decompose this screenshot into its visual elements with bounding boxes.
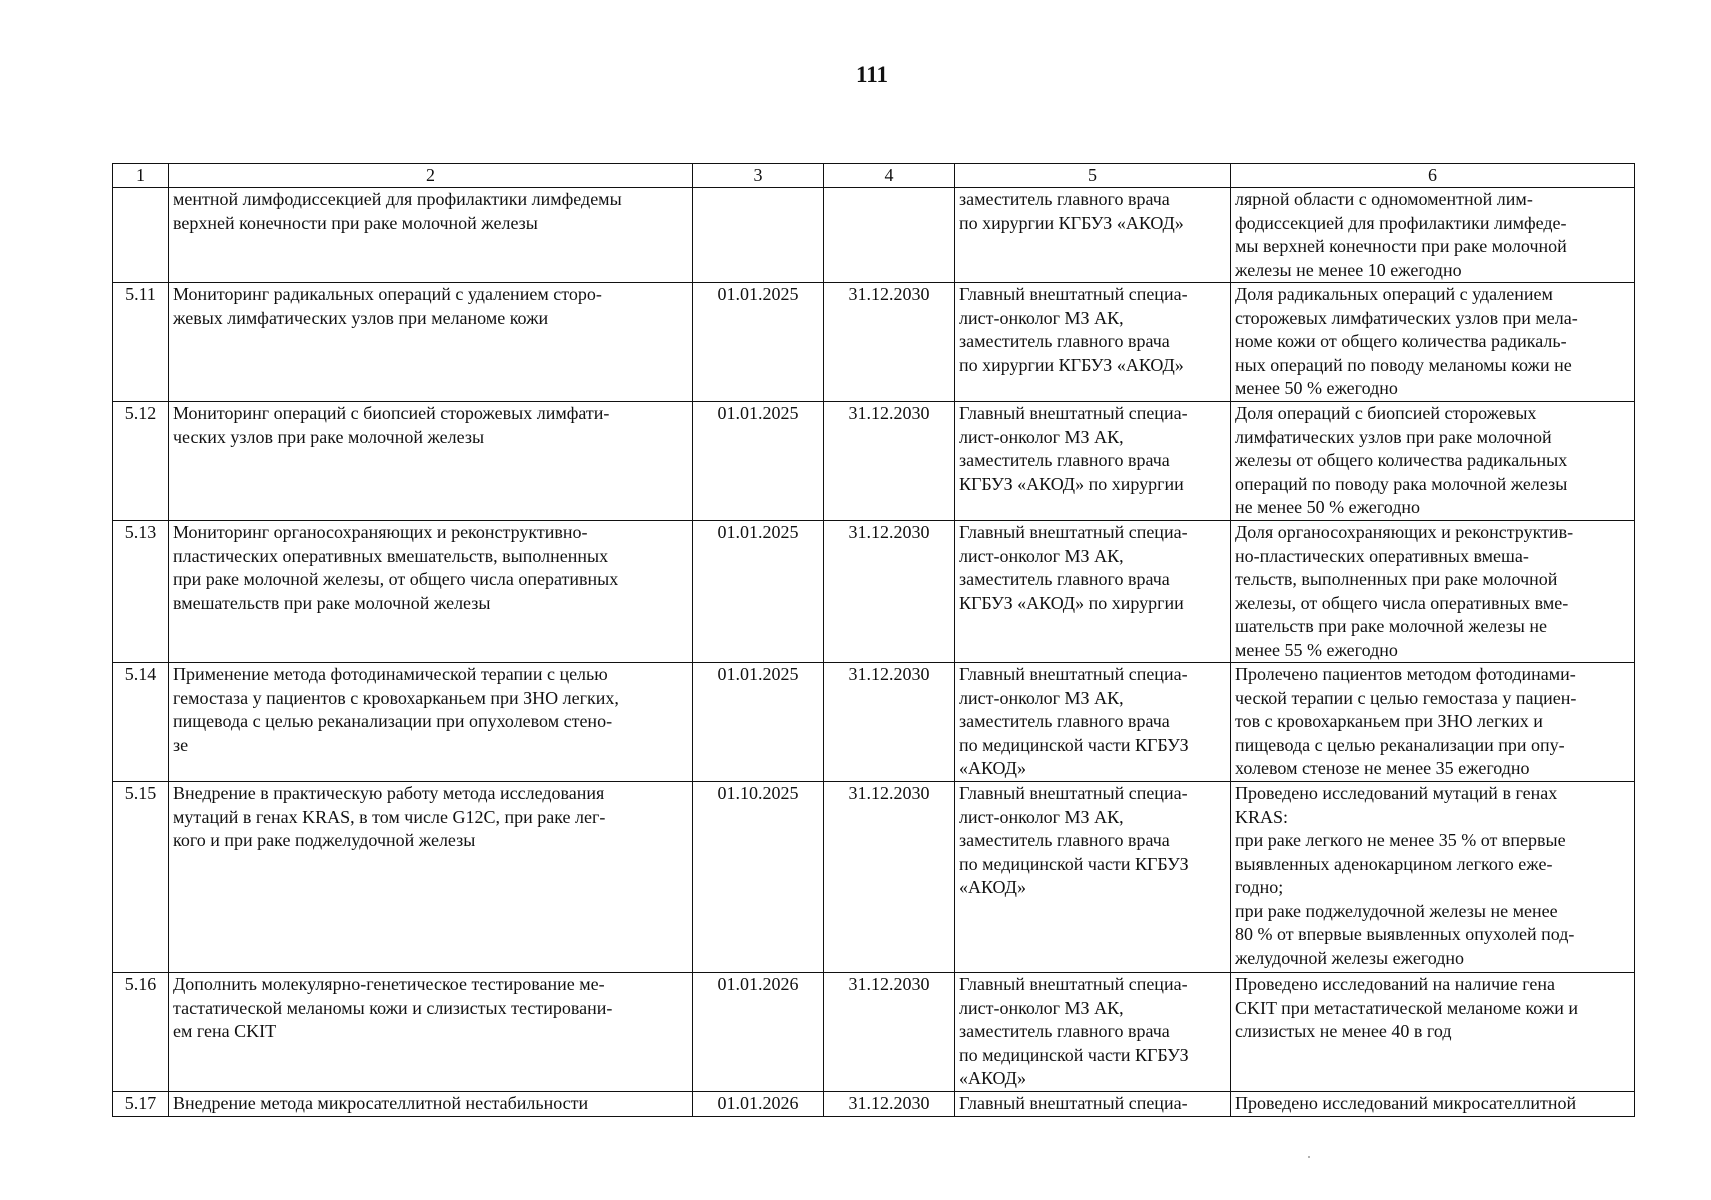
cell-text-line: «АКОД» xyxy=(959,877,1026,897)
cell-text-line: железы от общего количества радикальных xyxy=(1235,450,1568,470)
cell-text-line: не менее 50 % ежегодно xyxy=(1235,497,1420,517)
cell-text-line: по хирургии КГБУЗ «АКОД» xyxy=(959,354,1184,375)
cell-text-line: по хирургии КГБУЗ «АКОД» xyxy=(959,212,1184,233)
cell-text-line: KRAS: xyxy=(1235,806,1289,827)
cell-text-line: но-пластических оперативных вмеша- xyxy=(1235,545,1529,566)
measure-description-cell xyxy=(169,973,693,1092)
indicator-cell xyxy=(1231,283,1635,402)
cell-text-line: Главный внештатный специа- xyxy=(959,1093,1188,1113)
cell-text-line: заместитель главного врача xyxy=(959,331,1170,351)
end-date-cell: 31.12.2030 xyxy=(824,782,955,973)
start-date-cell: 01.10.2025 xyxy=(693,782,824,973)
end-date-cell: 31.12.2030 xyxy=(824,402,955,521)
row-number-cell: 5.14 xyxy=(113,663,169,782)
table-row xyxy=(113,1092,1635,1117)
column-header: 1 xyxy=(113,164,169,188)
start-date-cell: 01.01.2025 xyxy=(693,402,824,521)
start-date-cell: 01.01.2026 xyxy=(693,973,824,1092)
cell-text-line: при раке легкого не менее 35 % от впервые xyxy=(1235,830,1566,850)
responsible-cell xyxy=(955,283,1231,402)
cell-text-line: операций по поводу рака молочной железы xyxy=(1235,473,1568,494)
cell-text-line: менее 55 % ежегодно xyxy=(1235,639,1398,660)
cell-text-line: пищевода с целью реканализации при опухолевом стено- xyxy=(173,711,613,731)
table-body xyxy=(113,188,1635,1117)
cell-text-line: номе кожи от общего количества радикаль- xyxy=(1235,331,1567,351)
measures-table xyxy=(112,163,1635,1117)
row-number-cell xyxy=(113,188,169,283)
cell-text-line: Главный внештатный специа- xyxy=(959,403,1188,423)
cell-text-line: железы, от общего числа оперативных вме- xyxy=(1235,592,1569,613)
end-date-cell: 31.12.2030 xyxy=(824,663,955,782)
row-number-cell: 5.11 xyxy=(113,283,169,402)
start-date-cell: 01.01.2025 xyxy=(693,521,824,663)
column-header: 2 xyxy=(169,164,693,188)
responsible-cell xyxy=(955,663,1231,782)
responsible-cell xyxy=(955,402,1231,521)
cell-text-line: ем гена CKIT xyxy=(173,1021,277,1041)
cell-text-line: кого и при раке поджелудочной железы xyxy=(173,830,476,850)
cell-text-line: лист-онколог МЗ АК, xyxy=(959,806,1124,827)
cell-text-line: Доля радикальных операций с удалением xyxy=(1235,284,1553,304)
cell-text-line: тастатической меланомы кожи и слизистых тестировани- xyxy=(173,997,613,1018)
cell-text-line: слизистых не менее 40 в год xyxy=(1235,1021,1452,1041)
table-row xyxy=(113,283,1635,402)
cell-text-line: ческой терапии с целью гемостаза у пациен- xyxy=(1235,687,1577,708)
cell-text-line: Главный внештатный специа- xyxy=(959,664,1188,684)
cell-text-line: Доля органосохраняющих и реконструктив- xyxy=(1235,522,1574,542)
cell-text-line: по медицинской части КГБУЗ xyxy=(959,734,1189,755)
cell-text-line: по медицинской части КГБУЗ xyxy=(959,1044,1189,1065)
measure-description-cell xyxy=(169,663,693,782)
cell-text-line: Проведено исследований микросателлитной xyxy=(1235,1093,1577,1113)
cell-text-line: 80 % от впервые выявленных опухолей под- xyxy=(1235,924,1575,944)
measure-description-cell xyxy=(169,521,693,663)
responsible-cell xyxy=(955,782,1231,973)
cell-text-line: заместитель главного врача xyxy=(959,1021,1170,1041)
cell-text-line: заместитель главного врача xyxy=(959,569,1170,589)
cell-text-line: Мониторинг операций с биопсией сторожевых лимфати- xyxy=(173,403,610,423)
end-date-cell: 31.12.2030 xyxy=(824,283,955,402)
responsible-cell xyxy=(955,188,1231,283)
cell-text-line: фодиссекцией для профилактики лимфеде- xyxy=(1235,212,1567,233)
cell-text-line: Применение метода фотодинамической терапии с целью xyxy=(173,664,608,684)
row-number-cell: 5.12 xyxy=(113,402,169,521)
cell-text-line: Мониторинг радикальных операций с удалением сторо- xyxy=(173,284,602,304)
cell-text-line: Проведено исследований на наличие гена xyxy=(1235,974,1556,994)
column-header: 4 xyxy=(824,164,955,188)
cell-text-line: Проведено исследований мутаций в генах xyxy=(1235,783,1558,803)
cell-text-line: Мониторинг органосохраняющих и реконструктивно- xyxy=(173,522,588,542)
end-date-cell: 31.12.2030 xyxy=(824,1092,955,1117)
table-row xyxy=(113,402,1635,521)
measure-description-cell xyxy=(169,1092,693,1117)
indicator-cell xyxy=(1231,1092,1635,1117)
column-header: 6 xyxy=(1231,164,1635,188)
start-date-cell: 01.01.2025 xyxy=(693,283,824,402)
column-header: 5 xyxy=(955,164,1231,188)
cell-text-line: заместитель главного врача xyxy=(959,189,1170,209)
cell-text-line: зе xyxy=(173,734,189,755)
cell-text-line: по медицинской части КГБУЗ xyxy=(959,853,1189,874)
cell-text-line: гемостаза у пациентов с кровохарканьем при ЗНО легких, xyxy=(173,687,619,708)
column-header: 3 xyxy=(693,164,824,188)
measure-description-cell xyxy=(169,402,693,521)
cell-text-line: годно; xyxy=(1235,877,1284,897)
end-date-cell: 31.12.2030 xyxy=(824,521,955,663)
indicator-cell xyxy=(1231,782,1635,973)
table-row xyxy=(113,188,1635,283)
cell-text-line: сторожевых лимфатических узлов при мела- xyxy=(1235,307,1578,328)
cell-text-line: Внедрение в практическую работу метода исследования xyxy=(173,783,605,803)
cell-text-line: лист-онколог МЗ АК, xyxy=(959,545,1124,566)
cell-text-line: шательств при раке молочной железы не xyxy=(1235,616,1548,636)
cell-text-line: Главный внештатный специа- xyxy=(959,783,1188,803)
end-date-cell: 31.12.2030 xyxy=(824,973,955,1092)
cell-text-line: тов с кровохарканьем при ЗНО легких и xyxy=(1235,711,1543,731)
cell-text-line: Пролечено пациентов методом фотодинами- xyxy=(1235,664,1576,684)
cell-text-line: КГБУЗ «АКОД» по хирургии xyxy=(959,592,1184,613)
start-date-cell xyxy=(693,188,824,283)
cell-text-line: Доля операций с биопсией сторожевых xyxy=(1235,403,1537,423)
cell-text-line: лист-онколог МЗ АК, xyxy=(959,687,1124,708)
cell-text-line: пластических оперативных вмешательств, выполненных xyxy=(173,545,609,566)
measure-description-cell xyxy=(169,283,693,402)
cell-text-line: лярной области с одномоментной лим- xyxy=(1235,189,1533,209)
cell-text-line: тельств, выполненных при раке молочной xyxy=(1235,569,1558,589)
start-date-cell: 01.01.2025 xyxy=(693,663,824,782)
cell-text-line: лист-онколог МЗ АК, xyxy=(959,997,1124,1018)
table-row xyxy=(113,782,1635,973)
measure-description-cell xyxy=(169,188,693,283)
row-number-cell: 5.16 xyxy=(113,973,169,1092)
indicator-cell xyxy=(1231,188,1635,283)
table-row xyxy=(113,663,1635,782)
cell-text-line: железы не менее 10 ежегодно xyxy=(1235,259,1462,280)
responsible-cell xyxy=(955,521,1231,663)
cell-text-line: при раке молочной железы, от общего числа оперативных xyxy=(173,569,619,589)
cell-text-line: менее 50 % ежегодно xyxy=(1235,378,1398,398)
cell-text-line: Главный внештатный специа- xyxy=(959,974,1188,994)
cell-text-line: заместитель главного врача xyxy=(959,450,1170,470)
cell-text-line: желудочной железы ежегодно xyxy=(1235,947,1465,968)
cell-text-line: Дополнить молекулярно-генетическое тестирование ме- xyxy=(173,974,605,994)
responsible-cell xyxy=(955,1092,1231,1117)
cell-text-line: КГБУЗ «АКОД» по хирургии xyxy=(959,473,1184,494)
cell-text-line: ческих узлов при раке молочной железы xyxy=(173,426,485,447)
cell-text-line: Главный внештатный специа- xyxy=(959,284,1188,304)
cell-text-line: Главный внештатный специа- xyxy=(959,522,1188,542)
row-number-cell: 5.13 xyxy=(113,521,169,663)
responsible-cell xyxy=(955,973,1231,1092)
row-number-cell: 5.15 xyxy=(113,782,169,973)
start-date-cell: 01.01.2026 xyxy=(693,1092,824,1117)
cell-text-line: мы верхней конечности при раке молочной xyxy=(1235,236,1567,256)
scan-speck xyxy=(1308,1156,1310,1158)
page-number: 111 xyxy=(856,62,888,87)
cell-text-line: верхней конечности при раке молочной железы xyxy=(173,212,538,233)
cell-text-line: ных операций по поводу меланомы кожи не xyxy=(1235,354,1572,375)
cell-text-line: ментной лимфодиссекцией для профилактики лимфедемы xyxy=(173,189,622,209)
cell-text-line: заместитель главного врача xyxy=(959,830,1170,850)
row-number-cell: 5.17 xyxy=(113,1092,169,1117)
end-date-cell xyxy=(824,188,955,283)
indicator-cell xyxy=(1231,663,1635,782)
cell-text-line: жевых лимфатических узлов при меланоме кожи xyxy=(173,307,549,328)
cell-text-line: вмешательств при раке молочной железы xyxy=(173,592,491,613)
cell-text-line: холевом стенозе не менее 35 ежегодно xyxy=(1235,758,1530,778)
indicator-cell xyxy=(1231,402,1635,521)
cell-text-line: Внедрение метода микросателлитной нестабильности xyxy=(173,1093,589,1113)
cell-text-line: при раке поджелудочной железы не менее xyxy=(1235,900,1558,921)
measure-description-cell xyxy=(169,782,693,973)
cell-text-line: CKIT при метастатической меланоме кожи и xyxy=(1235,997,1579,1018)
indicator-cell xyxy=(1231,973,1635,1092)
cell-text-line: пищевода с целью реканализации при опу- xyxy=(1235,734,1565,755)
cell-text-line: «АКОД» xyxy=(959,758,1026,778)
table-row xyxy=(113,973,1635,1092)
cell-text-line: выявленных аденокарцином легкого еже- xyxy=(1235,853,1553,874)
cell-text-line: лимфатических узлов при раке молочной xyxy=(1235,426,1552,447)
header-row xyxy=(113,164,1635,188)
indicator-cell xyxy=(1231,521,1635,663)
cell-text-line: заместитель главного врача xyxy=(959,711,1170,731)
cell-text-line: лист-онколог МЗ АК, xyxy=(959,307,1124,328)
table-row xyxy=(113,521,1635,663)
cell-text-line: «АКОД» xyxy=(959,1068,1026,1088)
cell-text-line: мутаций в генах KRAS, в том числе G12C, при раке лег- xyxy=(173,806,606,827)
cell-text-line: лист-онколог МЗ АК, xyxy=(959,426,1124,447)
